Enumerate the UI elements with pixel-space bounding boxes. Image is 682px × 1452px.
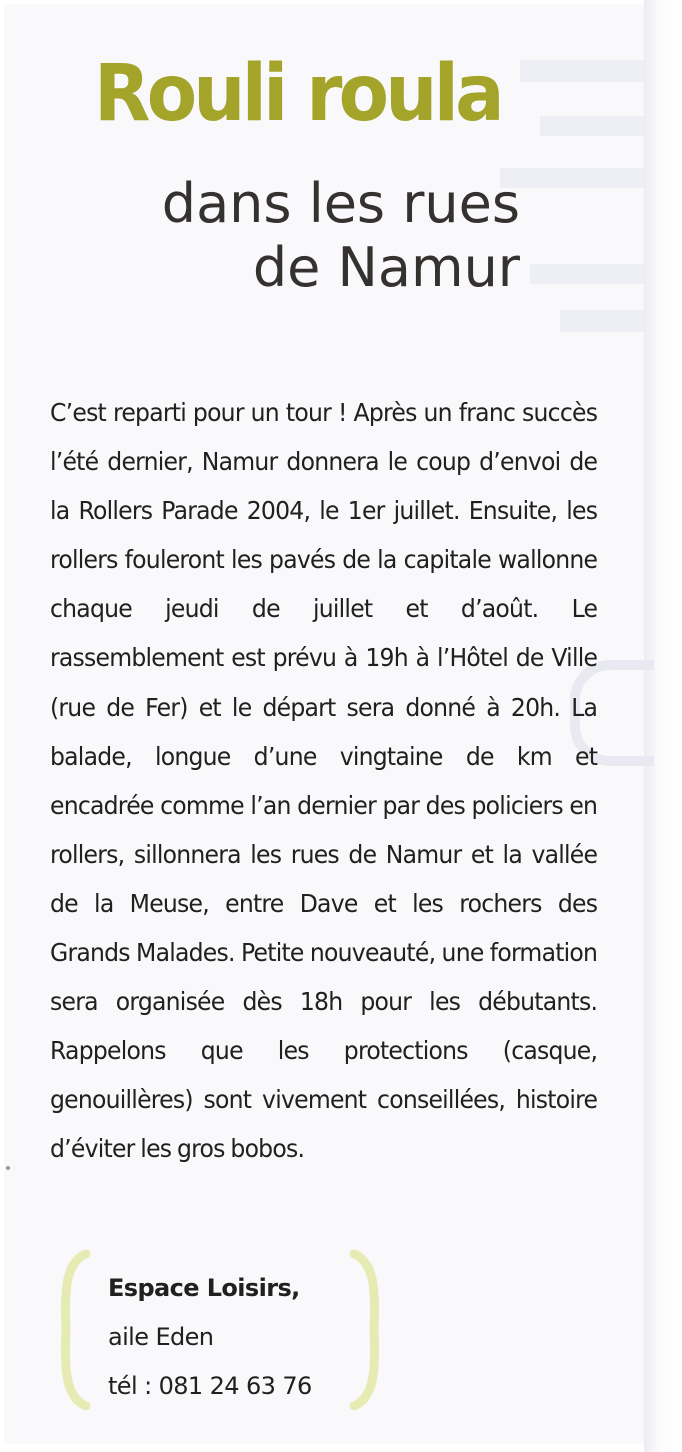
contact-details bbox=[108, 1264, 312, 1411]
article-body: C’est reparti pour un tour ! Après un franc succès l’été dernier, Namur donnera le coup d’envoi de la Rollers Parade 2004, le 1er juillet. Ensuite, les rollers fouleront les pavés de la capitale wallonne chaque jeudi de juillet et d’août. Le rassemblement est prévu à 19h à l’Hôtel de Ville (rue de Fer) et le départ sera donné à 20h. La balade, longue d’une vingtaine de km et encadrée comme l’an dernier par des policiers en rollers, sillonnera les rues de Namur et la vallée de la Meuse, entre Dave et les rochers des Grands Malades. Petite nouveauté, une formation sera organisée dès 18h pour les débutants. Rappelons que les protections (casque, genouillères) sont vivement conseillées, histoire d’éviter les gros bobos. bbox=[50, 398, 598, 1164]
contact-location: aile Eden bbox=[108, 1323, 214, 1351]
right-bracket-icon bbox=[350, 1250, 380, 1410]
article-title: Rouli roula bbox=[94, 49, 501, 139]
contact-phone: tél : 081 24 63 76 bbox=[108, 1372, 312, 1400]
scan-speck bbox=[6, 1166, 10, 1170]
subtitle-line-1: dans les rues bbox=[161, 172, 520, 235]
contact-box bbox=[60, 1250, 390, 1412]
subtitle-line-2: de Namur bbox=[252, 236, 520, 299]
left-bracket-icon bbox=[60, 1250, 90, 1410]
contact-name: Espace Loisirs, bbox=[108, 1274, 300, 1302]
article-subtitle bbox=[162, 172, 520, 300]
